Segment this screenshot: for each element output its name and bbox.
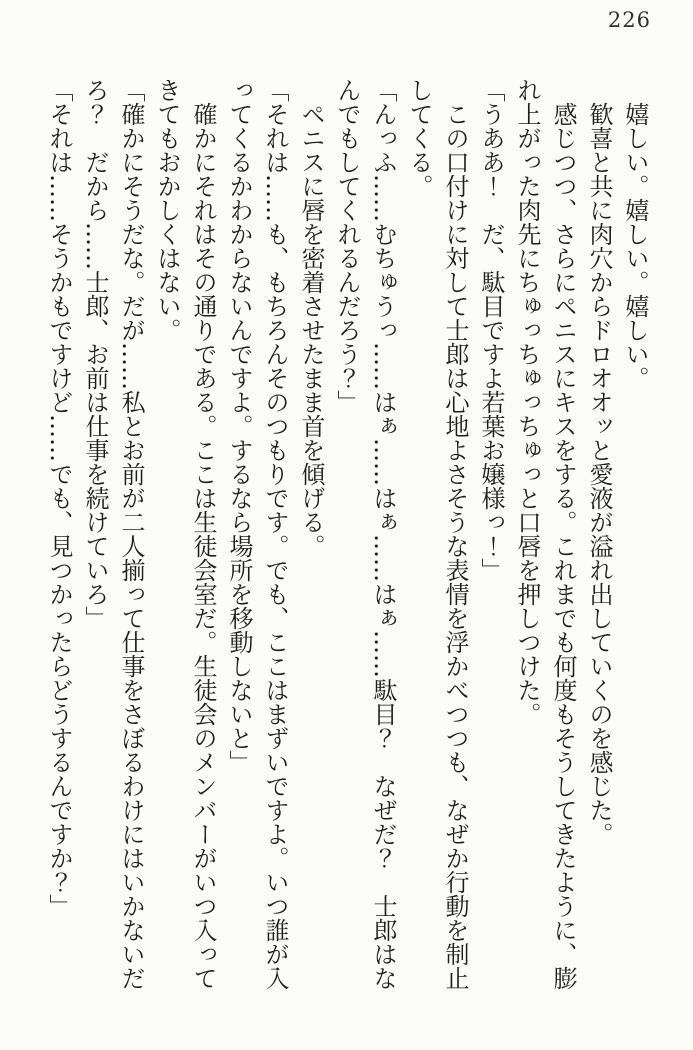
paragraph: 嬉しい。嬉しい。嬉しい。 [621, 102, 649, 390]
paragraph: 「うああ！ だ、駄目ですよ若葉お嬢様っ！」 [477, 78, 505, 582]
paragraph: 「それは……も、もちろんそのつもりです。でも、ここはまずいですよ。いつ誰が入ってくるかわからないんですよ。するなら場所を移動しないと」 [225, 78, 289, 990]
paragraph: 「確かにそうだな。だが……私とお前が二人揃って仕事をさぼるわけにはいかないだろ？ だから……士郎、お前は仕事を続けていろ」 [81, 78, 145, 990]
paragraph: 感じつつ、さらにペニスにキスをする。これまでも何度もそうしてきたように、膨れ上がった肉先にちゅっちゅっちゅっと口唇を押しつけた。 [513, 78, 577, 990]
page-number: 226 [607, 8, 651, 32]
paragraph: 歓喜と共に肉穴からドロオオッと愛液が溢れ出していくのを感じた。 [585, 102, 613, 846]
book-text [37, 78, 653, 994]
paragraph: ペニスに唇を密着させたまま首を傾げる。 [297, 102, 325, 558]
paragraph: 確かにそれはその通りである。ここは生徒会室だ。生徒会のメンバーがいつ入ってきてもおかしくはない。 [153, 78, 217, 990]
paragraph: 「それは……そうかもですけど……でも、見つかったらどうするんですか？」 [45, 78, 73, 918]
paragraph: 「んっふ……むちゅうっ……はぁ……はぁ……はぁ……駄目？ なぜだ？ 士郎はなんでもしてくれるんだろう？」 [333, 78, 397, 990]
paragraph: この口付けに対して士郎は心地よさそうな表情を浮かべつつも、なぜか行動を制止してくる。 [405, 78, 469, 990]
